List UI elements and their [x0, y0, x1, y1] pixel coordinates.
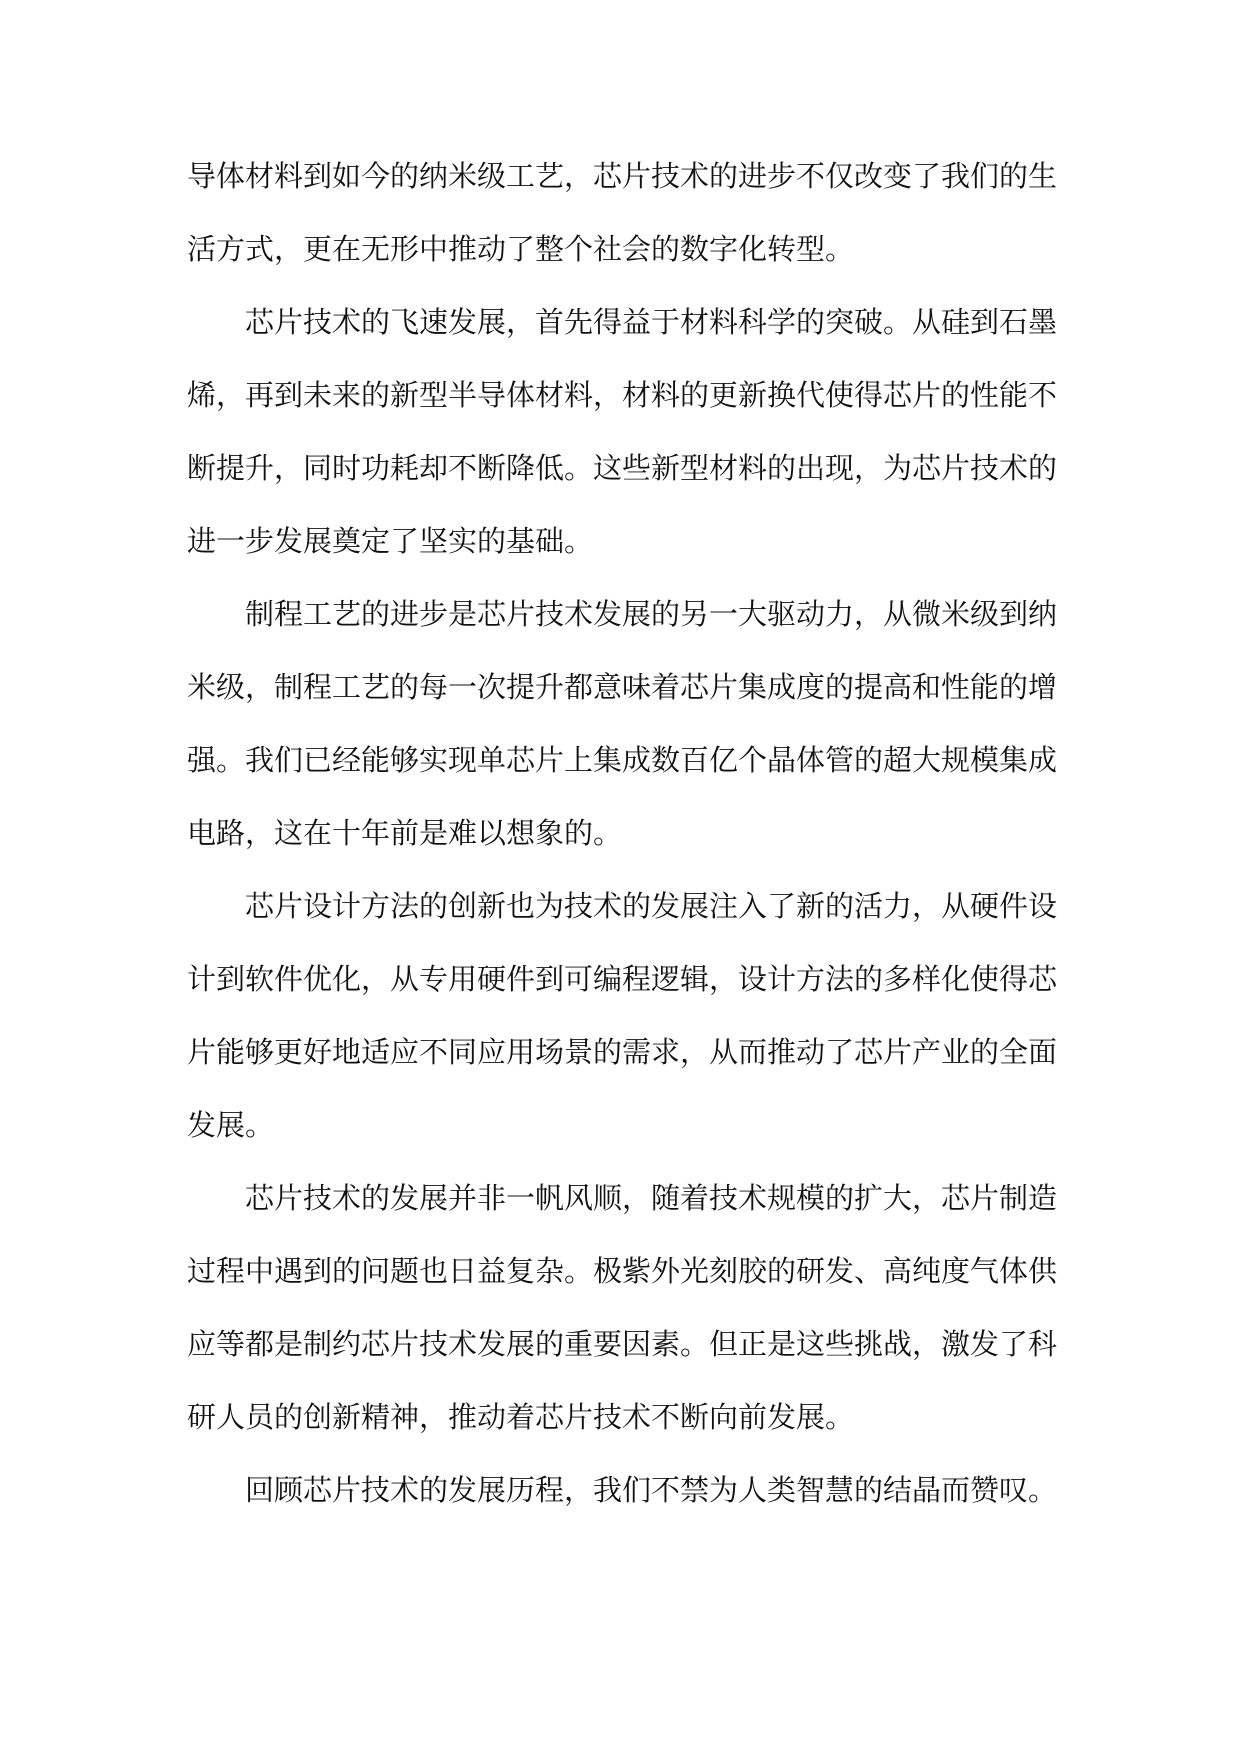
paragraph-process: 制程工艺的进步是芯片技术发展的另一大驱动力，从微米级到纳米级，制程工艺的每一次提升都意味着芯片集成度的提高和性能的增强。我们已经能够实现单芯片上集成数百亿个晶体管的超大规模集成电路，这在十年前是难以想象的。 — [187, 597, 1058, 850]
paragraph-design: 芯片设计方法的创新也为技术的发展注入了新的活力，从硬件设计到软件优化，从专用硬件到可编程逻辑，设计方法的多样化使得芯片能够更好地适应不同应用场景的需求，从而推动了芯片产业的全面发展。 — [187, 889, 1058, 1142]
paragraph-review: 回顾芯片技术的发展历程，我们不禁为人类智慧的结晶而赞叹。 — [245, 1473, 1058, 1507]
paragraph-continued: 导体材料到如今的纳米级工艺，芯片技术的进步不仅改变了我们的生活方式，更在无形中推动了整个社会的数字化转型。 — [187, 159, 1058, 266]
paragraph-materials: 芯片技术的飞速发展，首先得益于材料科学的突破。从硅到石墨烯，再到未来的新型半导体材料，材料的更新换代使得芯片的性能不断提升，同时功耗却不断降低。这些新型材料的出现，为芯片技术的进一步发展奠定了坚实的基础。 — [187, 305, 1058, 558]
body-text — [187, 140, 1057, 1527]
paragraph-challenges: 芯片技术的发展并非一帆风顺，随着技术规模的扩大，芯片制造过程中遇到的问题也日益复杂。极紫外光刻胶的研发、高纯度气体供应等都是制约芯片技术发展的重要因素。但正是这些挑战，激发了科研人员的创新精神，推动着芯片技术不断向前发展。 — [187, 1181, 1058, 1434]
